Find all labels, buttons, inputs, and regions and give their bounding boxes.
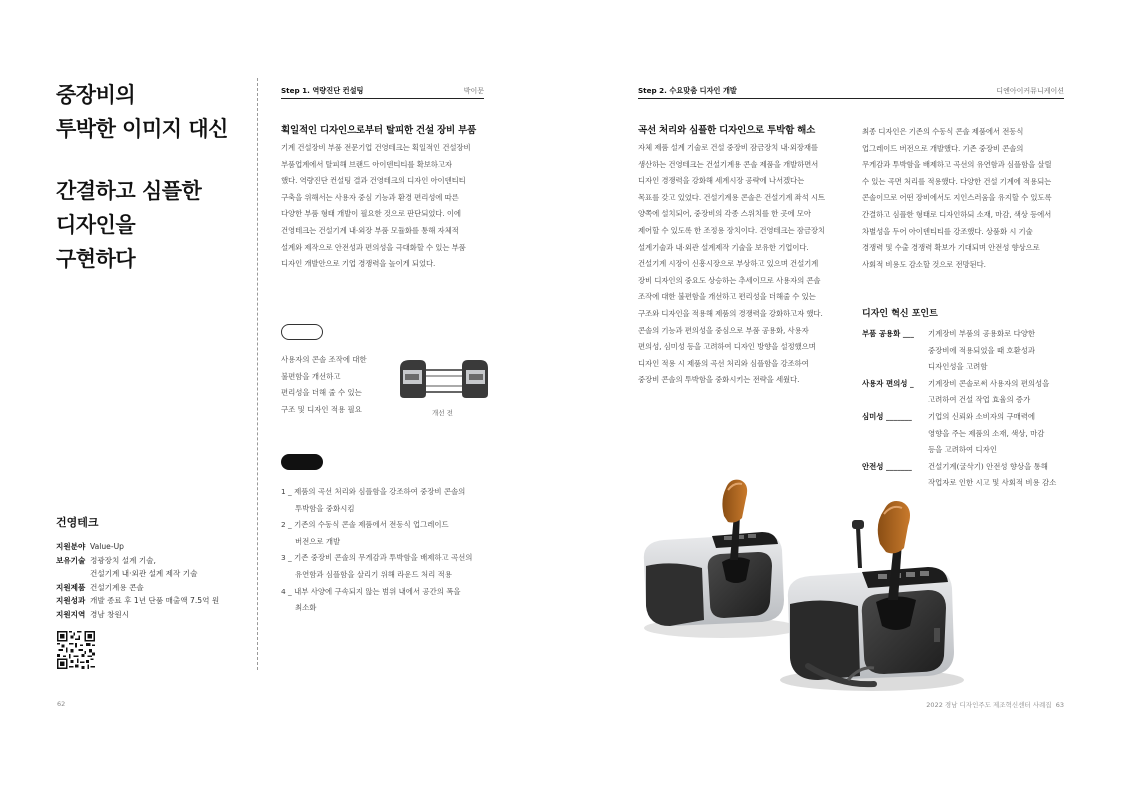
list-item bbox=[281, 567, 472, 584]
text-line: 중장비 콘솔의 투박함을 중화시키는 전략을 세웠다. bbox=[638, 375, 800, 385]
text-line: 제어할 수 있도록 한 조정용 장치이다. 건영테크는 잠금장치 bbox=[638, 225, 825, 235]
text-line: 중장비에 적용되었을 때 호환성과 bbox=[928, 345, 1036, 355]
point-key: 안전성 _______ bbox=[862, 461, 912, 471]
list-text: 유연함과 심플함을 살리기 위해 라운드 처리 적용 bbox=[295, 569, 452, 579]
text-line: 목표를 갖고 있었다. 건설기계용 콘솔은 건설기계 좌석 시트 bbox=[638, 192, 825, 202]
step2-author: 디엔아이커뮤니케이션 bbox=[996, 87, 1064, 95]
text-line: 디자인성을 고려함 bbox=[928, 362, 988, 372]
text-line: 경쟁력 및 수출 경쟁력 확보가 기대되며 안전성 향상으로 bbox=[862, 243, 1040, 253]
info-value: 정광장치 설계 기술, bbox=[90, 555, 156, 565]
text-line: 작업자로 인한 시고 및 사회적 비용 감소 bbox=[928, 478, 1057, 488]
before-badge bbox=[281, 324, 323, 340]
headline-line-1: 중장비의 bbox=[56, 83, 136, 107]
text-line: 편리성을 더해 줄 수 있는 bbox=[281, 388, 362, 398]
info-value: 건설기계 내·외관 설계 제작 기술 bbox=[90, 569, 198, 579]
list-item bbox=[281, 517, 472, 534]
text-line: 부품업계에서 탈피해 브랜드 아이덴티티를 확보하고자 bbox=[281, 159, 452, 169]
step1-author: 박이문 bbox=[463, 87, 484, 95]
headline-line-5: 구현하다 bbox=[56, 247, 136, 271]
list-item bbox=[281, 534, 472, 551]
before-description bbox=[281, 352, 367, 418]
list-num: 1 _ bbox=[281, 487, 292, 496]
step2-rule bbox=[638, 98, 1064, 99]
list-text: 최소화 bbox=[295, 603, 317, 613]
info-row bbox=[56, 554, 246, 568]
after-badge bbox=[281, 454, 323, 470]
info-key: 지원성과 bbox=[56, 596, 86, 606]
text-line: 수 있는 곡면 처리를 적용했다. 다양한 건설 기계에 적용되는 bbox=[862, 176, 1052, 186]
text-line: 건설기계 시장이 신흥시장으로 부상하고 있으며 건설기계 bbox=[638, 259, 819, 269]
list-text: 투박함을 중화시킴 bbox=[295, 503, 355, 513]
step2-paragraph-1 bbox=[638, 140, 825, 389]
text-line: 디자인 개발안으로 기업 경쟁력을 높이게 되었다. bbox=[281, 259, 436, 269]
point-desc bbox=[928, 376, 1049, 409]
text-line: 사회적 비용도 감소할 것으로 전망된다. bbox=[862, 259, 986, 269]
point-desc bbox=[928, 409, 1044, 459]
text-line: 기업의 신뢰와 소비자의 구매력에 bbox=[928, 411, 1036, 421]
company-name: 건영테크 bbox=[56, 516, 99, 529]
info-value: 경남 창원시 bbox=[90, 609, 130, 619]
text-line: 기계장비 부품의 공용화로 다양한 bbox=[928, 329, 1036, 338]
list-item bbox=[281, 584, 472, 601]
headline-line-2: 투박한 이미지 대신 bbox=[56, 117, 228, 141]
info-row bbox=[56, 581, 246, 595]
text-line: 디자인 경쟁력을 강화해 세계시장 공략에 나서겠다는 bbox=[638, 176, 805, 186]
info-key: 지원분야 bbox=[56, 542, 86, 551]
text-line: 무게감과 투박함을 배제하고 곡선의 유연함과 심플함을 살릴 bbox=[862, 160, 1052, 170]
text-line: 기계장비 콘솔로써 사용자의 편의성을 bbox=[928, 378, 1050, 388]
text-line: 디자인 적용 시 제품의 곡선 처리와 심플함을 강조하여 bbox=[638, 358, 809, 368]
after-list bbox=[281, 484, 472, 617]
point-desc bbox=[928, 326, 1035, 376]
text-line: 최종 디자인은 기존의 수동식 콘솔 제품에서 전동식 bbox=[862, 127, 1024, 136]
design-point bbox=[862, 376, 1056, 409]
text-line: 했다. 역량진단 컨설팅 결과 건영테크의 디자인 아이덴티티 bbox=[281, 176, 466, 186]
text-line: 자체 제품 설계 기술로 건설 중장비 잠금장치 내·외장재를 bbox=[638, 143, 818, 152]
list-text: 버전으로 개발 bbox=[295, 536, 341, 546]
headline-line-4: 디자인을 bbox=[56, 213, 136, 237]
step2-title: 곡선 처리와 심플한 디자인으로 투박함 해소 bbox=[638, 125, 816, 136]
list-item bbox=[281, 484, 472, 501]
list-num: 4 _ bbox=[281, 586, 292, 596]
text-line: 장비 디자인의 중요도 상승하는 추세이므로 사용자의 콘솔 bbox=[638, 275, 821, 285]
text-line: 구조와 디자인을 적용해 제품의 경쟁력을 강화하고자 했다. bbox=[638, 308, 823, 318]
footer-right bbox=[926, 700, 1064, 709]
list-item bbox=[281, 600, 472, 617]
step1-paragraph bbox=[281, 140, 470, 273]
text-line: 불편함을 개선하고 bbox=[281, 371, 341, 381]
text-line: 업그레이드 버전으로 개발했다. 기존 중장비 콘솔의 bbox=[862, 143, 1024, 153]
list-item bbox=[281, 501, 472, 518]
text-line: 고려하여 건설 작업 효율의 증가 bbox=[928, 395, 1031, 405]
info-row bbox=[56, 567, 246, 581]
text-line: 등을 고려하여 디자인 bbox=[928, 445, 997, 455]
text-line: 사용자의 콘솔 조작에 대한 bbox=[281, 355, 367, 364]
list-text: 기존의 수동식 콘솔 제품에서 전동식 업그레이드 bbox=[294, 520, 449, 530]
info-value: 건설기계용 콘솔 bbox=[90, 582, 144, 592]
info-key: 지원지역 bbox=[56, 609, 86, 619]
text-line: 건설기계(굴삭기) 안전성 향상을 통해 bbox=[928, 461, 1048, 471]
page-number-right: 63 bbox=[1055, 701, 1064, 709]
text-line: 기계 건설장비 부품 전문기업 건영테크는 획일적인 건설장비 bbox=[281, 143, 471, 152]
info-value: Value-Up bbox=[90, 542, 124, 551]
list-num: 3 _ bbox=[281, 553, 292, 563]
text-line: 생산하는 건영테크는 건설기계용 콘솔 제품을 개발하면서 bbox=[638, 159, 819, 169]
step1-rule bbox=[281, 98, 484, 99]
text-line: 설계기술과 내·외관 설계제작 기술을 보유한 기업이다. bbox=[638, 242, 809, 252]
page-number-left: 62 bbox=[57, 700, 66, 708]
list-text: 기존 중장비 콘솔의 무게감과 투박함을 배제하고 곡선의 bbox=[294, 553, 473, 563]
step1-title: 획일적인 디자인으로부터 탈피한 건설 장비 부품 bbox=[281, 125, 477, 136]
headline-top bbox=[56, 78, 228, 146]
text-line: 양쪽에 설치되어, 중장비의 각종 스위치를 한 곳에 모아 bbox=[638, 209, 811, 219]
text-line: 간결하고 심플한 형태로 디자인하되 소재, 마감, 색상 등에서 bbox=[862, 209, 1052, 219]
step1-label: Step 1. 역량진단 컨설팅 bbox=[281, 86, 364, 95]
point-key: 부품 공용화 ___ bbox=[862, 329, 914, 338]
info-key: 보유기술 bbox=[56, 555, 86, 565]
footer-publication: 2022 경남 디자인주도 제조혁신센터 사례집 bbox=[926, 701, 1052, 709]
design-point bbox=[862, 409, 1056, 459]
text-line: 구조 및 디자인 적용 필요 bbox=[281, 404, 362, 414]
point-key: 심미성 _______ bbox=[862, 411, 912, 421]
point-key: 사용자 편의성 _ bbox=[862, 378, 914, 388]
list-text: 내부 사양에 구속되지 않는 범위 내에서 공간의 폭을 bbox=[294, 586, 461, 596]
info-row bbox=[56, 540, 246, 554]
text-line: 콘솔이므로 어떤 장비에서도 지인스러움을 유지할 수 있도록 bbox=[862, 193, 1052, 203]
text-line: 차별성을 두어 아이덴티티를 강조했다. 상품화 시 기술 bbox=[862, 226, 1033, 236]
info-value: 개발 종료 후 1년 단품 매출액 7.5억 원 bbox=[90, 596, 220, 606]
text-line: 편의성, 심미성 등을 고려하여 디자인 방향을 설정했으며 bbox=[638, 342, 816, 352]
text-line: 영향을 주는 제품의 소재, 색상, 마감 bbox=[928, 428, 1045, 438]
info-row bbox=[56, 594, 246, 608]
list-item bbox=[281, 550, 472, 567]
info-key bbox=[56, 567, 90, 581]
list-num: 2 _ bbox=[281, 520, 292, 530]
text-line: 건영테크는 건설기계 내·외장 부품 모듈화를 통해 자체적 bbox=[281, 225, 459, 235]
console-before-illustration bbox=[396, 354, 492, 404]
step2-label: Step 2. 수요맞춤 디자인 개발 bbox=[638, 86, 737, 95]
text-line: 구축을 위해서는 사용자 중심 기능과 환경 편리성에 따른 bbox=[281, 192, 459, 202]
text-line: 설계와 제작으로 안전성과 편의성을 극대화할 수 있는 부품 bbox=[281, 242, 466, 252]
step2-paragraph-2 bbox=[862, 124, 1051, 273]
headline-line-3: 간결하고 심플한 bbox=[56, 179, 202, 203]
company-info bbox=[56, 514, 246, 622]
console-after-illustration bbox=[612, 470, 972, 695]
text-line: 조작에 대한 불편함을 개선하고 편리성을 더해줄 수 있는 bbox=[638, 292, 816, 302]
before-caption: 개선 전 bbox=[432, 409, 453, 417]
design-point bbox=[862, 326, 1056, 376]
design-points bbox=[862, 326, 1056, 492]
design-points-title: 디자인 혁신 포인트 bbox=[862, 309, 938, 319]
qr-code-icon[interactable] bbox=[57, 631, 95, 669]
info-row bbox=[56, 608, 246, 622]
text-line: 콘솔의 기능과 편의성을 중심으로 부품 공용화, 사용자 bbox=[638, 325, 809, 335]
list-text: 제품의 곡선 처리와 심플함을 강조하여 중장비 콘솔의 bbox=[294, 487, 466, 496]
column-divider bbox=[257, 78, 258, 670]
info-key: 지원제품 bbox=[56, 582, 86, 592]
text-line: 다양한 부품 형태 개발이 필요한 것으로 판단되었다. 이에 bbox=[281, 209, 461, 219]
headline-bottom bbox=[56, 174, 201, 276]
